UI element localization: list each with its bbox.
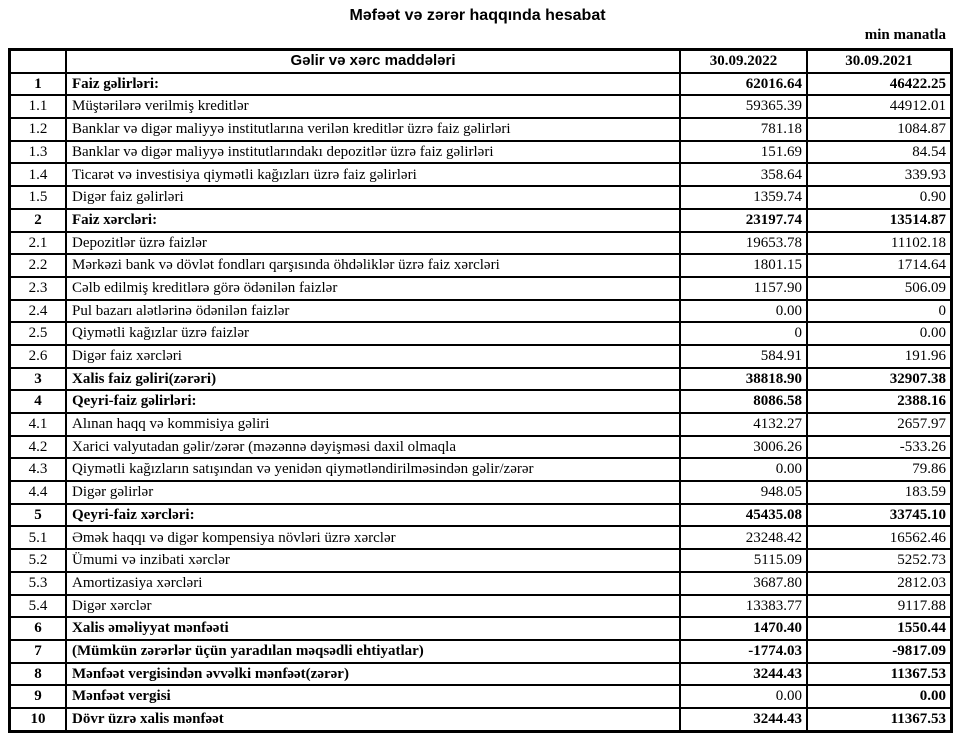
table-row [10, 526, 952, 549]
table-row [10, 481, 952, 504]
table-row [10, 436, 952, 459]
row-label: Mənfəət vergisindən əvvəlki mənfəət(zərər) [66, 663, 680, 686]
row-value-2022: 151.69 [680, 141, 807, 164]
row-number: 2.4 [10, 300, 67, 323]
row-value-2022: 0.00 [680, 685, 807, 708]
row-number: 1.3 [10, 141, 67, 164]
row-value-2021: 79.86 [807, 458, 952, 481]
row-label: Ticarət və investisiya qiymətli kağızları üzrə faiz gəlirləri [66, 163, 680, 186]
table-row [10, 277, 952, 300]
row-value-2022: 781.18 [680, 118, 807, 141]
row-value-2022: 23248.42 [680, 526, 807, 549]
table-row [10, 413, 952, 436]
row-value-2022: 3006.26 [680, 436, 807, 459]
row-label: Digər faiz gəlirləri [66, 186, 680, 209]
row-number: 3 [10, 368, 67, 391]
table-row [10, 390, 952, 413]
row-value-2021: 11367.53 [807, 708, 952, 731]
row-number: 5.1 [10, 526, 67, 549]
row-label: Qeyri-faiz gəlirləri: [66, 390, 680, 413]
table-row [10, 345, 952, 368]
row-number: 6 [10, 617, 67, 640]
table-row [10, 458, 952, 481]
row-label: Mənfəət vergisi [66, 685, 680, 708]
table-body [10, 73, 952, 731]
row-value-2022: 62016.64 [680, 73, 807, 96]
row-number: 5.2 [10, 549, 67, 572]
row-label: Əmək haqqı və digər kompensiya növləri üzrə xərclər [66, 526, 680, 549]
row-label: Alınan haqq və kommisiya gəliri [66, 413, 680, 436]
row-value-2022: 8086.58 [680, 390, 807, 413]
row-number: 1.4 [10, 163, 67, 186]
row-label: Qeyri-faiz xərcləri: [66, 504, 680, 527]
row-number: 5.3 [10, 572, 67, 595]
row-value-2021: 339.93 [807, 163, 952, 186]
row-value-2021: 9117.88 [807, 595, 952, 618]
row-value-2022: -1774.03 [680, 640, 807, 663]
row-value-2022: 38818.90 [680, 368, 807, 391]
table-row [10, 368, 952, 391]
row-value-2021: 0 [807, 300, 952, 323]
row-number: 1.5 [10, 186, 67, 209]
row-value-2021: 1550.44 [807, 617, 952, 640]
row-value-2022: 5115.09 [680, 549, 807, 572]
row-value-2021: 32907.38 [807, 368, 952, 391]
table-row [10, 186, 952, 209]
row-value-2022: 59365.39 [680, 95, 807, 118]
row-value-2022: 3687.80 [680, 572, 807, 595]
row-label: Banklar və digər maliyyə institutlarına verilən kreditlər üzrə faiz gəlirləri [66, 118, 680, 141]
row-number: 4.1 [10, 413, 67, 436]
row-label: Müştərilərə verilmiş kreditlər [66, 95, 680, 118]
row-label: (Mümkün zərərlər üçün yaradılan məqsədli ehtiyatlar) [66, 640, 680, 663]
row-value-2021: 5252.73 [807, 549, 952, 572]
header-cell-items: Gəlir və xərc maddələri [66, 50, 680, 73]
row-label: Qiymətli kağızlar üzrə faizlər [66, 322, 680, 345]
row-value-2021: 506.09 [807, 277, 952, 300]
row-value-2021: 2388.16 [807, 390, 952, 413]
row-value-2021: 16562.46 [807, 526, 952, 549]
row-number: 4.3 [10, 458, 67, 481]
row-number: 2.6 [10, 345, 67, 368]
header-cell-period-2022: 30.09.2022 [680, 50, 807, 73]
table-row [10, 685, 952, 708]
table-row [10, 663, 952, 686]
row-value-2021: 11102.18 [807, 232, 952, 255]
table-row [10, 572, 952, 595]
table-header-row [10, 50, 952, 73]
row-label: Qiymətli kağızların satışından və yenidən qiymətləndirilməsindən gəlir/zərər [66, 458, 680, 481]
table-header [10, 50, 952, 73]
row-number: 4.4 [10, 481, 67, 504]
table-row [10, 95, 952, 118]
row-value-2021: 0.00 [807, 322, 952, 345]
row-label: Cəlb edilmiş kreditlərə görə ödənilən faizlər [66, 277, 680, 300]
row-value-2021: 183.59 [807, 481, 952, 504]
row-label: Dövr üzrə xalis mənfəət [66, 708, 680, 731]
table-row [10, 141, 952, 164]
row-label: Pul bazarı alətlərinə ödənilən faizlər [66, 300, 680, 323]
row-number: 5 [10, 504, 67, 527]
row-value-2022: 45435.08 [680, 504, 807, 527]
row-number: 2.2 [10, 254, 67, 277]
row-label: Banklar və digər maliyyə institutlarındakı depozitlər üzrə faiz gəlirləri [66, 141, 680, 164]
row-value-2021: -533.26 [807, 436, 952, 459]
row-value-2022: 19653.78 [680, 232, 807, 255]
table-row [10, 209, 952, 232]
row-value-2021: 2657.97 [807, 413, 952, 436]
row-value-2022: 3244.43 [680, 708, 807, 731]
row-number: 2 [10, 209, 67, 232]
row-value-2021: 0.90 [807, 186, 952, 209]
row-number: 4.2 [10, 436, 67, 459]
row-value-2021: 1084.87 [807, 118, 952, 141]
row-number: 9 [10, 685, 67, 708]
table-row [10, 163, 952, 186]
row-value-2022: 1157.90 [680, 277, 807, 300]
table-row [10, 640, 952, 663]
row-number: 2.5 [10, 322, 67, 345]
table-row [10, 118, 952, 141]
row-label: Faiz xərcləri: [66, 209, 680, 232]
table-row [10, 617, 952, 640]
row-value-2022: 13383.77 [680, 595, 807, 618]
row-label: Digər xərclər [66, 595, 680, 618]
row-value-2022: 1359.74 [680, 186, 807, 209]
row-number: 1 [10, 73, 67, 96]
row-value-2021: 44912.01 [807, 95, 952, 118]
row-value-2022: 4132.27 [680, 413, 807, 436]
row-value-2021: 0.00 [807, 685, 952, 708]
table-row [10, 322, 952, 345]
page-title: Məfəət və zərər haqqında hesabat [349, 7, 606, 24]
row-label: Amortizasiya xərcləri [66, 572, 680, 595]
profit-loss-table [8, 48, 953, 733]
row-value-2022: 0 [680, 322, 807, 345]
row-value-2022: 584.91 [680, 345, 807, 368]
row-value-2022: 0.00 [680, 300, 807, 323]
table-row [10, 254, 952, 277]
row-label: Depozitlər üzrə faizlər [66, 232, 680, 255]
row-value-2022: 0.00 [680, 458, 807, 481]
row-number: 5.4 [10, 595, 67, 618]
row-value-2021: 1714.64 [807, 254, 952, 277]
row-value-2021: -9817.09 [807, 640, 952, 663]
currency-unit-note: min manatla [864, 27, 946, 43]
row-value-2022: 3244.43 [680, 663, 807, 686]
row-value-2022: 1470.40 [680, 617, 807, 640]
table-row [10, 549, 952, 572]
row-number: 4 [10, 390, 67, 413]
row-label: Ümumi və inzibati xərclər [66, 549, 680, 572]
row-number: 2.3 [10, 277, 67, 300]
row-value-2021: 2812.03 [807, 572, 952, 595]
row-value-2021: 13514.87 [807, 209, 952, 232]
row-label: Faiz gəlirləri: [66, 73, 680, 96]
header-cell-number [10, 50, 67, 73]
row-number: 10 [10, 708, 67, 731]
row-value-2021: 191.96 [807, 345, 952, 368]
row-label: Xarici valyutadan gəlir/zərər (məzənnə dəyişməsi daxil olmaqla [66, 436, 680, 459]
table-row [10, 73, 952, 96]
row-label: Digər faiz xərcləri [66, 345, 680, 368]
row-value-2021: 84.54 [807, 141, 952, 164]
row-value-2022: 358.64 [680, 163, 807, 186]
row-number: 1.1 [10, 95, 67, 118]
row-label: Mərkəzi bank və dövlət fondları qarşısında öhdəliklər üzrə faiz xərcləri [66, 254, 680, 277]
row-number: 1.2 [10, 118, 67, 141]
row-label: Digər gəlirlər [66, 481, 680, 504]
header-cell-period-2021: 30.09.2021 [807, 50, 952, 73]
row-value-2022: 1801.15 [680, 254, 807, 277]
table-row [10, 708, 952, 731]
row-value-2021: 33745.10 [807, 504, 952, 527]
row-number: 2.1 [10, 232, 67, 255]
table-row [10, 595, 952, 618]
row-label: Xalis əməliyyat mənfəəti [66, 617, 680, 640]
row-number: 8 [10, 663, 67, 686]
row-label: Xalis faiz gəliri(zərəri) [66, 368, 680, 391]
table-row [10, 504, 952, 527]
table-row [10, 300, 952, 323]
row-value-2022: 23197.74 [680, 209, 807, 232]
table-row [10, 232, 952, 255]
row-value-2022: 948.05 [680, 481, 807, 504]
row-value-2021: 11367.53 [807, 663, 952, 686]
row-value-2021: 46422.25 [807, 73, 952, 96]
row-number: 7 [10, 640, 67, 663]
